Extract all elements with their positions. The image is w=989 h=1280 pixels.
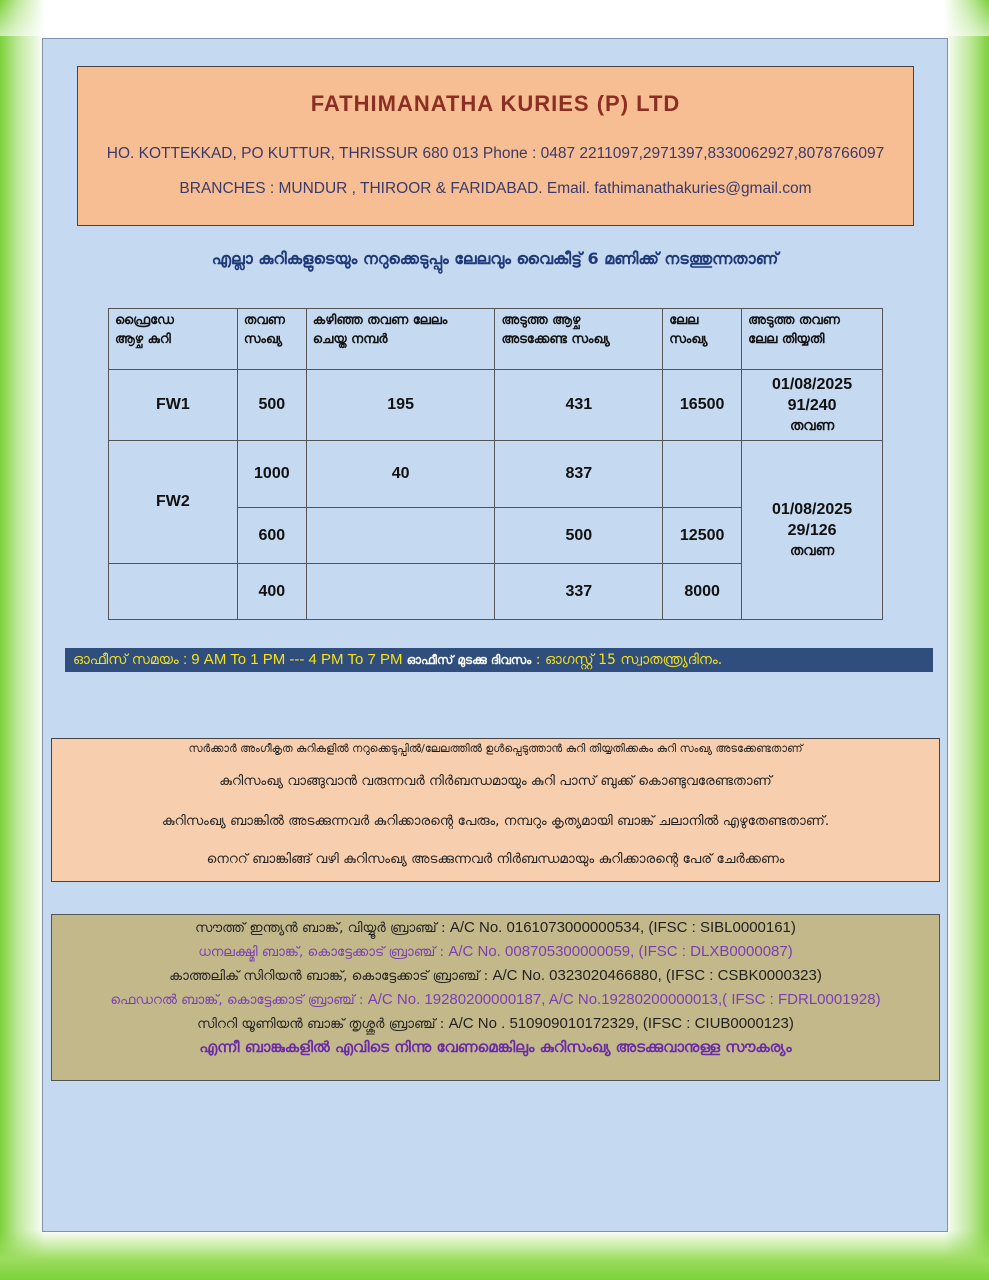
auction-date: 01/08/2025 xyxy=(772,500,853,518)
table-row xyxy=(109,441,883,508)
bottom-gradient-band xyxy=(0,1230,989,1280)
auction-count: 29/126 xyxy=(787,521,837,539)
installment-cell: 400 xyxy=(237,564,306,620)
next-payment-cell: 431 xyxy=(495,370,663,441)
installment-cell: 500 xyxy=(237,370,306,441)
bank-account: A/C No. 19280200000187, A/C No.19280200000013,( IFSC : FDRL0001928) xyxy=(367,991,881,1008)
auction-amount-cell: 16500 xyxy=(663,370,742,441)
company-name: FATHIMANATHA KURIES (P) LTD xyxy=(310,91,681,116)
installment-cell: 1000 xyxy=(237,441,306,508)
bank-account: A/C No. 008705300000059, (IFSC : DLXB0000087) xyxy=(448,943,793,960)
rule-line: സർക്കാർ അംഗീകൃത കുറികളിൽ നറുക്കെടുപ്പിൽ/ലേലത്തിൽ ഉൾപ്പെടുത്താൻ കുറി തിയ്യതിക്കകം കുറി സംഖ്യ അടക്കേണ്ടതാണ് xyxy=(188,742,803,755)
table-header-row xyxy=(109,309,883,370)
bank-line xyxy=(52,1015,939,1032)
auction-amount-cell: 12500 xyxy=(663,508,742,564)
office-hours: : 9 AM To 1 PM --- 4 PM To 7 PM xyxy=(178,651,407,668)
last-auction-cell xyxy=(306,508,495,564)
auction-suffix: തവണ xyxy=(789,417,835,434)
next-payment-cell: 500 xyxy=(495,508,663,564)
top-gradient-band xyxy=(0,0,989,36)
rule-line: നെററ് ബാങ്കിങ്ങ് വഴി കുറിസംഖ്യ അടക്കുന്നവർ നിർബന്ധമായും കുറിക്കാരന്റെ പേര് ചേർക്കണം xyxy=(206,851,785,867)
last-auction-cell xyxy=(306,564,495,620)
kuri-name: FW1 xyxy=(109,370,238,441)
office-hours-bar xyxy=(65,648,933,672)
last-auction-cell: 195 xyxy=(306,370,495,441)
auction-count: 91/240 xyxy=(787,396,837,414)
office-hours-label: ഓഫീസ് സമയം xyxy=(73,652,179,668)
next-payment-cell: 837 xyxy=(495,441,663,508)
header-friday-kuri: ഫ്രൈഡേ ആഴ്ച കുറി xyxy=(109,309,238,370)
holiday-date: : ഓഗസ്റ്റ് 15 xyxy=(531,652,621,668)
kuri-name: FW2 xyxy=(109,441,238,564)
bank-accounts-box xyxy=(51,914,940,1081)
kuri-table xyxy=(108,308,883,620)
header-next-auction-date: അടുത്ത തവണ ലേല തിയ്യതി xyxy=(742,309,883,370)
company-address: HO. KOTTEKKAD, PO KUTTUR, THRISSUR 680 013 Phone : 0487 2211097,2971397,8330062927,8078766097 xyxy=(106,145,885,162)
header-next-payment: അടുത്ത ആഴ്ച അടക്കേണ്ട സംഖ്യ xyxy=(495,309,663,370)
banks-footer: എന്നീ ബാങ്കുകളിൽ എവിടെ നിന്നു വേണമെങ്കിലും കുറിസംഖ്യ അടക്കുവാനുള്ള സൗകര്യം xyxy=(199,1038,792,1056)
bank-name: സൗത്ത് ഇന്ത്യൻ ബാങ്ക്, വിയ്യൂർ ബ്രാഞ്ച് : xyxy=(195,920,450,936)
header-auction-amount: ലേല സംഖ്യ xyxy=(663,309,742,370)
auction-amount-cell: 8000 xyxy=(663,564,742,620)
bank-line xyxy=(52,991,939,1008)
bank-line xyxy=(52,943,939,960)
last-auction-cell: 40 xyxy=(306,441,495,508)
auction-time-notice: എല്ലാ കുറികളുടെയും നറുക്കെടുപ്പും ലേലവും വൈകീട്ട് 6 മണിക്ക് നടത്തുന്നതാണ് xyxy=(211,249,779,268)
bank-account: A/C No. 0161073000000534, (IFSC : SIBL0000161) xyxy=(449,919,796,936)
auction-amount-cell xyxy=(663,441,742,508)
next-auction-date-cell xyxy=(742,370,883,441)
header-installment: തവണ സംഖ്യ xyxy=(237,309,306,370)
company-header xyxy=(77,66,914,226)
table-row xyxy=(109,370,883,441)
holiday-name: സ്വാതന്ത്ര്യദിനം. xyxy=(620,652,723,668)
bank-name: ധനലക്ഷ്മി ബാങ്ക്, കൊട്ടേക്കാട് ബ്രാഞ്ച് : xyxy=(198,944,449,960)
installment-cell: 600 xyxy=(237,508,306,564)
company-branches: BRANCHES : MUNDUR , THIROOR & FARIDABAD. Email. fathimanathakuries@gmail.com xyxy=(179,180,812,197)
bank-name: സിററി യൂണിയൻ ബാങ്ക് തൃശ്ശൂർ ബ്രാഞ്ച് : xyxy=(197,1016,449,1032)
header-last-auction: കഴിഞ്ഞ തവണ ലേലം ചെയ്ത നമ്പർ xyxy=(306,309,495,370)
rules-box xyxy=(51,738,940,882)
bank-line xyxy=(52,919,939,936)
bank-account: A/C No . 510909010172329, (IFSC : CIUB0000123) xyxy=(448,1015,794,1032)
auction-date: 01/08/2025 xyxy=(772,375,853,393)
bank-name: ഫെഡറൽ ബാങ്ക്, കൊട്ടേക്കാട് ബ്രാഞ്ച് : xyxy=(110,992,368,1008)
bank-account: A/C No. 0323020466880, (IFSC : CSBK0000323) xyxy=(492,967,822,984)
holiday-label: ഓഫീസ് മുടക്കു ദിവസം xyxy=(406,653,532,667)
kuri-name-continued xyxy=(109,564,238,620)
bank-name: കാത്തലിക് സിറിയൻ ബാങ്ക്, കൊട്ടേക്കാട് ബ്രാഞ്ച് : xyxy=(169,968,493,984)
bank-line xyxy=(52,967,939,984)
rule-line: കുറിസംഖ്യ വാങ്ങുവാൻ വരുന്നവർ നിർബന്ധമായും കുറി പാസ് ബുക്ക് കൊണ്ടുവരേണ്ടതാണ് xyxy=(219,773,772,789)
notice-page xyxy=(42,38,948,1232)
next-payment-cell: 337 xyxy=(495,564,663,620)
rule-line: കുറിസംഖ്യ ബാങ്കിൽ അടക്കുന്നവർ കുറിക്കാരന്റെ പേരും, നമ്പറും കൃത്യമായി ബാങ്ക് ചലാനിൽ എഴുതേണ്ടതാണ്. xyxy=(161,813,830,829)
next-auction-date-cell xyxy=(742,441,883,620)
auction-suffix: തവണ xyxy=(789,542,835,559)
